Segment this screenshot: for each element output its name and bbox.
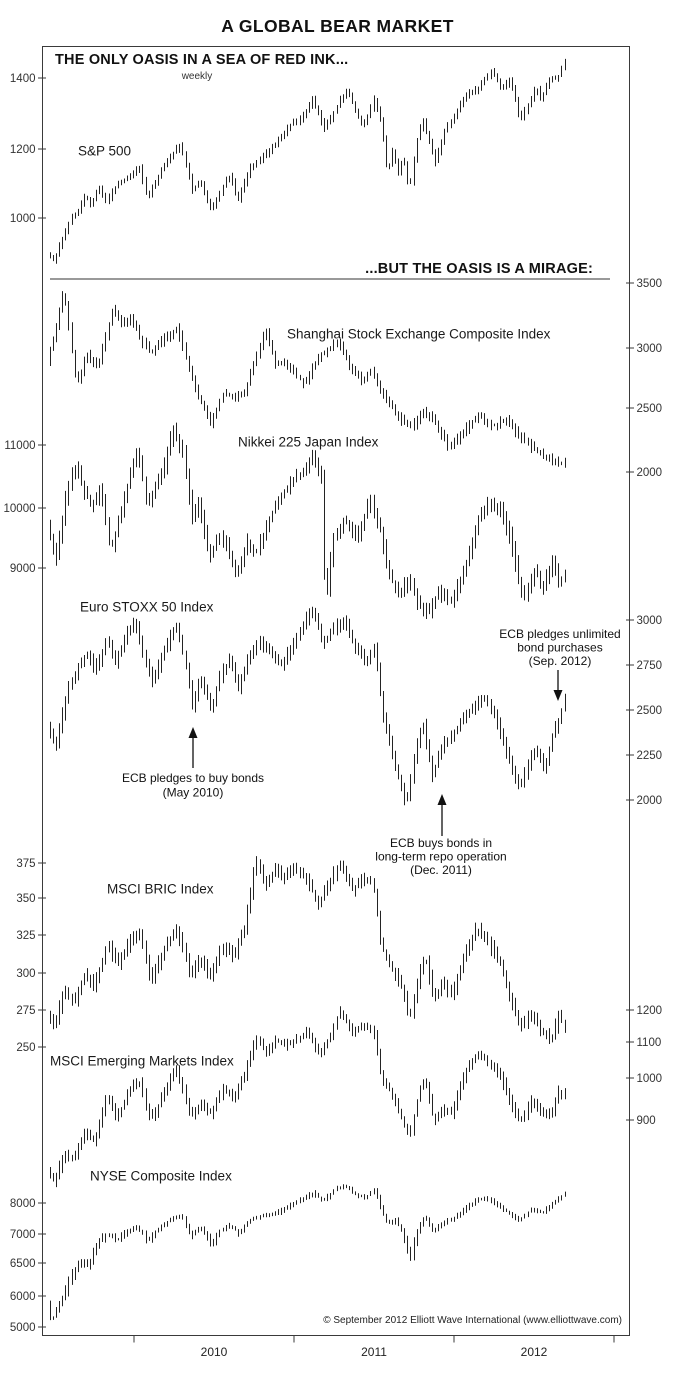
- series-msci-emerging-markets-index: [50, 1005, 662, 1187]
- y-tick-label: 375: [16, 858, 36, 870]
- y-tick-label: 1000: [636, 1073, 663, 1085]
- x-axis: [134, 1336, 614, 1360]
- annotation-3: [499, 627, 620, 701]
- copyright-note: © September 2012 Elliott Wave International (www.elliottwave.com): [323, 1315, 622, 1326]
- y-tick-label: 11000: [4, 440, 36, 452]
- y-tick-label: 250: [16, 1042, 36, 1054]
- down-arrow-head: [554, 690, 563, 701]
- axis-ticks-euro-stoxx-50-index: [626, 615, 662, 807]
- series-label-shanghai-stock-exchange-composite-index: Shanghai Stock Exchange Composite Index: [287, 326, 551, 342]
- annotation-1: [122, 727, 264, 800]
- y-tick-label: 2750: [636, 660, 663, 672]
- y-tick-label: 1100: [636, 1037, 662, 1049]
- axis-ticks-s-p-500: [10, 73, 46, 225]
- bars-s-p-500: [51, 59, 566, 264]
- axis-ticks-nyse-composite-index: [10, 1198, 46, 1334]
- axis-ticks-nikkei-225-japan-index: [4, 440, 46, 575]
- series-label-nikkei-225-japan-index: Nikkei 225 Japan Index: [238, 434, 379, 450]
- annotation-text-line: bond purchases: [517, 640, 603, 655]
- bars-nikkei-225-japan-index: [51, 423, 566, 619]
- bars-nyse-composite-index: [51, 1184, 566, 1320]
- y-tick-label: 1200: [9, 144, 36, 156]
- y-tick-label: 325: [16, 930, 36, 942]
- series-label-euro-stoxx-50-index: Euro STOXX 50 Index: [80, 599, 214, 615]
- y-tick-label: 6000: [9, 1291, 36, 1303]
- y-tick-label: 9000: [9, 563, 36, 575]
- series-s-p-500: [10, 59, 566, 264]
- y-tick-label: 2250: [636, 750, 663, 762]
- annotation-text-line: ECB pledges to buy bonds: [121, 771, 265, 785]
- y-tick-label: 900: [636, 1115, 656, 1127]
- annotation-text-line: (Sep. 2012): [528, 654, 592, 668]
- y-tick-label: 2500: [636, 705, 663, 717]
- weekly-frequency-note: weekly: [181, 71, 213, 82]
- series-nyse-composite-index: [10, 1169, 566, 1335]
- series-nikkei-225-japan-index: [4, 423, 566, 619]
- annotation-text-line: ECB pledges unlimited: [499, 627, 621, 641]
- up-arrow-head: [189, 727, 198, 738]
- x-tick-label: 2010: [200, 1345, 228, 1359]
- y-tick-label: 350: [16, 893, 36, 905]
- y-tick-label: 3500: [636, 278, 663, 290]
- y-tick-label: 2500: [636, 403, 663, 415]
- y-tick-label: 8000: [9, 1198, 36, 1210]
- bars-msci-emerging-markets-index: [51, 1006, 566, 1187]
- axis-ticks-msci-emerging-markets-index: [626, 1005, 662, 1127]
- up-arrow-head: [438, 794, 447, 805]
- y-tick-label: 6500: [9, 1258, 36, 1270]
- series-label-nyse-composite-index: NYSE Composite Index: [90, 1168, 232, 1184]
- y-tick-label: 2000: [636, 467, 663, 479]
- y-tick-label: 1200: [636, 1005, 663, 1017]
- axis-ticks-msci-bric-index: [16, 858, 46, 1054]
- series-label-s-p-500: S&P 500: [78, 143, 132, 159]
- y-tick-label: 7000: [9, 1229, 36, 1241]
- y-tick-label: 1000: [9, 213, 36, 225]
- y-tick-label: 300: [16, 968, 36, 980]
- series-msci-bric-index: [16, 856, 565, 1054]
- y-tick-label: 1400: [9, 73, 36, 85]
- x-tick-label: 2012: [520, 1345, 548, 1359]
- y-tick-label: 3000: [636, 343, 663, 355]
- annotation-2: [375, 794, 506, 877]
- y-tick-label: 2000: [636, 795, 663, 807]
- axis-ticks-shanghai-stock-exchange-composite-index: [626, 278, 662, 479]
- y-tick-label: 3000: [636, 615, 663, 627]
- annotation-text-line: (Dec. 2011): [410, 863, 472, 877]
- annotation-text-line: long-term repo operation: [375, 849, 507, 864]
- mirage-heading: ...BUT THE OASIS IS A MIRAGE:: [365, 261, 593, 277]
- annotation-text-line: ECB buys bonds in: [389, 836, 493, 850]
- oasis-heading: THE ONLY OASIS IN A SEA OF RED INK...: [55, 52, 349, 68]
- x-tick-label: 2011: [361, 1345, 387, 1359]
- y-tick-label: 10000: [3, 503, 36, 515]
- annotation-text-line: (May 2010): [162, 785, 224, 800]
- chart-title: A GLOBAL BEAR MARKET: [221, 16, 454, 36]
- series-label-msci-bric-index: MSCI BRIC Index: [107, 881, 214, 897]
- y-tick-label: 275: [16, 1005, 36, 1017]
- series-label-msci-emerging-markets-index: MSCI Emerging Markets Index: [50, 1053, 234, 1069]
- y-tick-label: 5000: [9, 1322, 36, 1334]
- plot-border: [43, 47, 630, 1336]
